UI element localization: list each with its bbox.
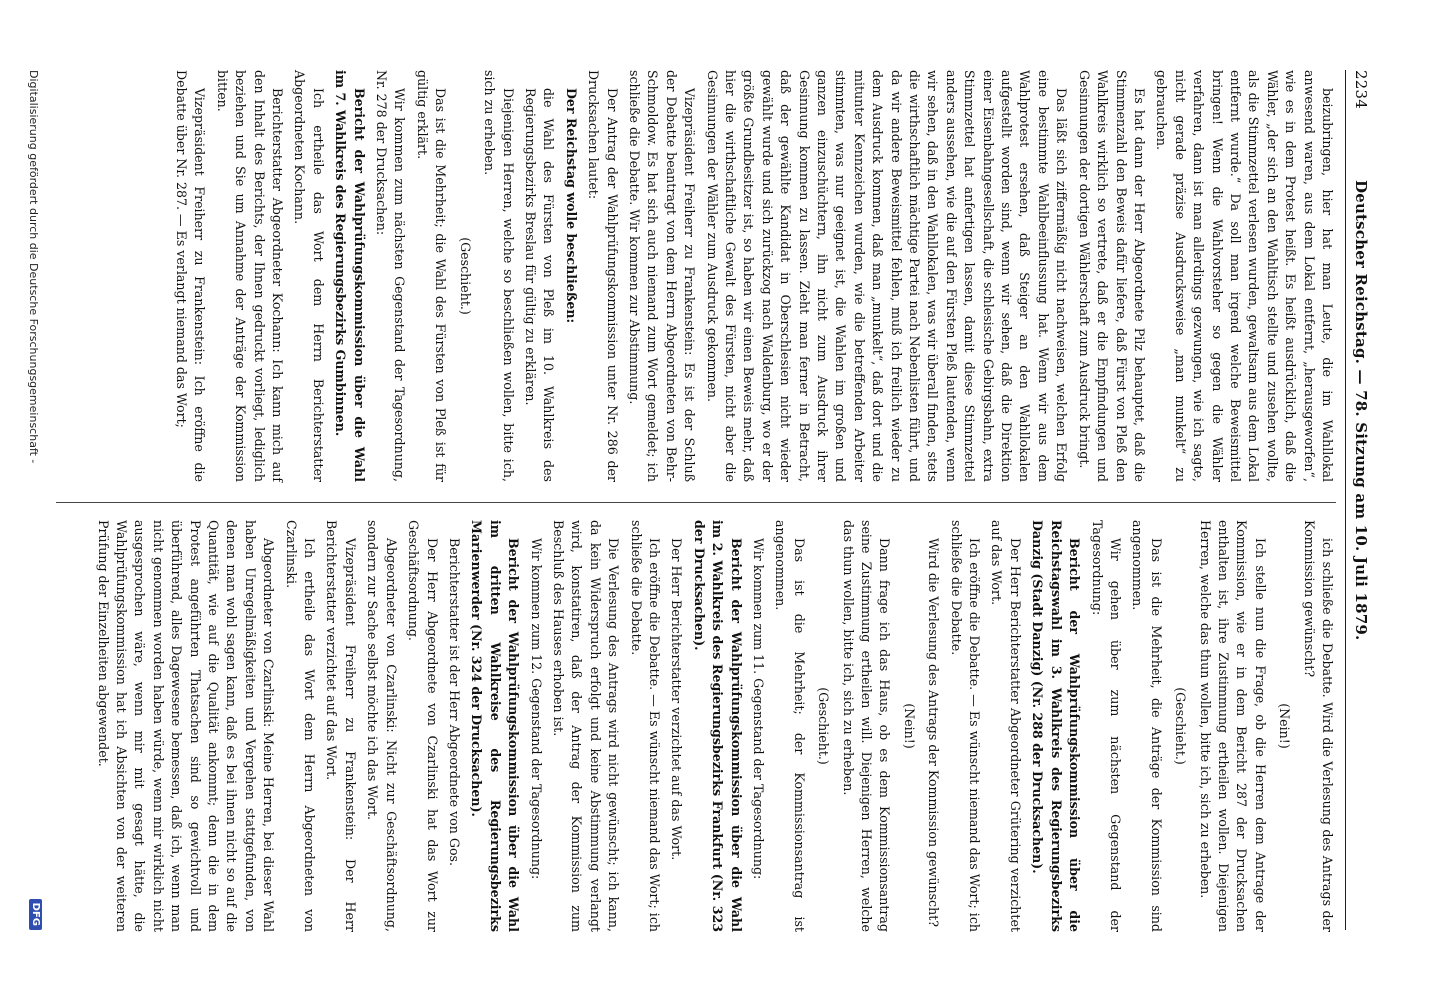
paragraph: beizubringen, hier hat man Leute, die im Wahllokal anwesend waren, aus dem Lokal entfernt, „herausgeworfen“, wie es in dem Protest heißt. Es heißt ausdrücklich, daß die Wähler, „der sich an den Wahltisch stellte und zusehen wollte, als die Stimmzettel verlesen wurden, gewaltsam aus dem Lokal entfernt wurde.“ Da soll man irgend welche Beweismittel bringen! Wenn die Wahlvorsteher so gegen die Wähler verfahren, dann ist man allerdings gezwungen, wie ich sagte, nicht gerade präzise Ausdrucksweise „man munkelt“ zu gebrauchen. xyxy=(1154,70,1335,482)
paragraph: Ich eröffne die Debatte. — Es wünscht niemand das Wort; ich schließe die Debatte. xyxy=(948,520,983,932)
agenda-heading: Bericht der Wahlprüfungskommission über die Wahl im dritten Wahlkreise des Regierungsbezirks Marienwerder (Nr. 324 der Drucksachen). xyxy=(469,520,522,932)
stage-direction: (Geschieht.) xyxy=(816,687,832,765)
paragraph: Wir gehen über zum nächsten Gegenstand der Tagesordnung: xyxy=(1089,520,1123,932)
paragraph: Wird die Verlesung des Antrags der Kommission gewünscht? xyxy=(926,538,942,928)
right-column xyxy=(46,520,1336,932)
paragraph: Der Antrag der Wahlprüfungskommission unter Nr. 286 der Drucksachen lautet: xyxy=(586,70,620,482)
paragraph: Ich stelle nun die Frage, ob die Herren dem Antrage der Kommission, wie er in dem Bericht 287 der Drucksachen enthalten ist, ihre Zustimmung ertheilen wollen. Diejenigen Herren, welche das thun wollen, bitte ich, sich zu erheben. xyxy=(1197,520,1268,932)
paragraph: Vizepräsident Freiherr zu Frankenstein: Der Herr Berichterstatter verzichtet auf das Wort. xyxy=(324,520,358,932)
paragraph: Das ist die Mehrheit, die Anträge der Kommission sind angenommen. xyxy=(1130,520,1164,932)
paragraph: Berichterstatter ist der Herr Abgeordnete von Gos. xyxy=(446,538,462,866)
header-rule xyxy=(1345,70,1346,930)
stage-direction: (Geschieht.) xyxy=(1173,687,1189,765)
stage-direction: (Nein!) xyxy=(1277,703,1293,749)
left-column xyxy=(46,70,1336,482)
paragraph: Wir kommen zum 11. Gegenstand der Tagesordnung: xyxy=(751,538,767,880)
paragraph: Wir kommen zum 12. Gegenstand der Tagesordnung: xyxy=(528,538,544,880)
paragraph: ich schließe die Debatte. Wird die Verlesung des Antrags der Kommission gewünscht? xyxy=(1301,520,1335,932)
paragraph: Abgeordneter von Czarlinski: Nicht zur Geschäftsordnung, sondern zur Sache selbst möchte ich das Wort. xyxy=(365,520,399,932)
motion-text: die Wahl des Fürsten von Pleß im 10. Wahlkreis des Regierungsbezirks Breslau für gültig zu erklären. xyxy=(522,88,557,482)
page-footer xyxy=(20,70,40,930)
page-number: 2234 xyxy=(1352,70,1370,109)
paragraph: Abgeordneter von Czarlinski: Meine Herren, bei dieser Wahl haben Unregelmäßigkeiten und Vergehen stattgefunden, von denen man wohl sagen kann, daß es bei ihnen nicht so auf die Quantität, wie auf die Qualität ankommt; denn die in dem Protest angeführten Thatsachen sind so gewichtvoll und überführend, alles Dagewesene bemessen, daß ich, wenn man nicht genommen worden haben würde, wenn mir wirklich nicht ausgesprochen wäre, wenn mir mit gesagt hätte, die Wahlprüfungskommission hat ich Absichten von der weiteren Prüfung der Einzelheiten abgewendet. xyxy=(95,520,277,932)
paragraph: Diejenigen Herren, welche so beschließen wollen, bitte ich, sich zu erheben. xyxy=(482,70,516,482)
paragraph: Der Herr Abgeordnete von Czarlinski hat das Wort zur Geschäftsordnung. xyxy=(406,520,440,932)
page-header xyxy=(1348,70,1370,930)
paragraph: Ich ertheile das Wort dem Herrn Abgeordneten von Czarlinski. xyxy=(283,520,318,932)
paragraph: Die Verlesung des Antrags wird nicht gewünscht; ich kann, da kein Widerspruch erfolgt und keine Abstimmung verlangt wird, konstatiren, daß der Antrag der Kommission zum Beschluß des Hauses erhoben ist. xyxy=(550,520,622,932)
paragraph: Ich eröffne die Debatte. — Es wünscht niemand das Wort; ich schließe die Debatte. xyxy=(628,520,662,932)
paragraph: Das ist die Mehrheit; der Kommissionsantrag ist angenommen. xyxy=(773,520,807,932)
stage-direction: (Nein!) xyxy=(901,703,917,749)
paragraph: Vizepräsident Freiherr zu Frankenstein: Es ist der Schluß der Debatte beantragt von dem Herrn Abgeordneten von Behr-Schmoldow. Es hat sich auch niemand zum Wort gemeldet; ich schließe die Debatte. Wir kommen zur Abstimmung. xyxy=(626,70,698,482)
column-divider xyxy=(56,502,1336,503)
digitization-note: Digitalisierung gefördert durch die Deutsche Forschungsgemeinschaft - xyxy=(27,70,40,464)
paragraph: Berichterstatter Abgeordneter Kochann: Ich kann mich auf den Inhalt des Berichts, der Ihnen gedruckt vorliegt, lediglich beziehen und Sie um Annahme der Anträge der Kommission bitten. xyxy=(214,70,286,482)
paragraph: Es hat dann der Herr Abgeordnete Pilz behauptet, daß die Stimmenzahl den Beweis dafür liefere, daß Fürst von Pleß den Wahlkreis wirklich so vertrete, daß er die Empfindungen und Gesinnungen der dortigen Wählerschaft zum Ausdruck bringt. xyxy=(1076,70,1147,482)
paragraph: Vizepräsident Freiherr zu Frankenstein: Ich eröffne die Debatte über Nr. 287. — Es verlangt niemand das Wort; xyxy=(174,70,208,482)
motion-heading: Der Reichstag wolle beschließen: xyxy=(563,88,579,324)
agenda-heading: Bericht der Wahlprüfungskommission über die Wahl im 2. Wahlkreis des Regierungsbezirks Frankfurt (Nr. 323 der Drucksachen). xyxy=(691,520,744,932)
stage-direction: (Geschieht.) xyxy=(457,237,473,315)
running-header: Deutscher Reichstag. — 78. Sitzung am 10. Juli 1879. xyxy=(1352,180,1370,641)
paragraph: Der Herr Berichterstatter verzichtet auf das Wort. xyxy=(669,538,685,861)
dfg-logo: DFG xyxy=(29,899,42,930)
agenda-heading: Bericht der Wahlprüfungskommission über die Wahl im 7. Wahlkreis des Regierungsbezirks Gumbinnen. xyxy=(333,70,367,482)
paragraph: Der Herr Berichterstatter Abgeordneter Grütering verzichtet auf das Wort. xyxy=(989,520,1023,932)
paragraph: Wir kommen zum nächsten Gegenstand der Tagesordnung, Nr. 278 der Drucksachen: xyxy=(374,70,408,482)
paragraph: Dann frage ich das Haus, ob es dem Kommissionsantrag seine Zustimmung ertheilen will. Diejenigen Herren, welche das thun wollen, bitte ich, sich zu erheben. xyxy=(840,520,893,932)
agenda-heading: Bericht der Wahlprüfungskommission über die Reichstagswahl im 3. Wahlkreis des Regierungsbezirks Danzig (Stadt Danzig) (Nr. 288 der Drucksachen). xyxy=(1030,520,1083,932)
paragraph: Ich ertheile das Wort dem Herrn Berichterstatter Abgeordneten Kochann. xyxy=(292,70,326,482)
paragraph: Das läßt sich ziffermäßig nicht nachweisen, welchen Erfolg eine bestimmte Wahlbeeinflussung hat. Wenn wir aus dem Wahlprotest ersehen, daß Steiger an den Wahllokalen aufgestellt worden sind, wenn wir sehen, daß die Direktion einer Eisenbahngesellschaft, die schlesische Gebirgsbahn, extra Stimmzettel hat anfertigen lassen, damit diese Stimmzettel anders aussehen, wie die auf den Fürsten Pleß lautenden, wenn wir sehen, daß in den Wahllokalen, was wir überall finden, stets die wirthschaftlich mächtige Partei nach Nebenlisten führt, und da wir andere Beweismittel fehlen, muß ich freilich wieder zu dem Ausdruck kommen, daß man „munkelt“, daß dort und die mitunter Kennzeichen wurden, wie die betreffenden Arbeiter stimmten, was nur geeignet ist, die Wahlen im großen und ganzen einzuschüchtern, ihn nicht zum Ausdruck ihrer Gesinnung kommen zu lassen. Zieht man ferner in Betracht, daß der gewählte Kandidat in Oberschlesien nicht wieder gewählt wurde und sich zurückzog nach Waldenburg, wo er der größte Grundbesitzer ist, so haben wir einen Beweis mehr, daß hier die wirthschaftliche Gewalt des Fürsten, nicht aber die Gesinnungen der Wähler zum Ausdruck gekommen. xyxy=(704,70,1070,482)
paragraph: Das ist die Mehrheit; die Wahl des Fürsten von Pleß ist für gültig erklärt. xyxy=(414,70,449,482)
